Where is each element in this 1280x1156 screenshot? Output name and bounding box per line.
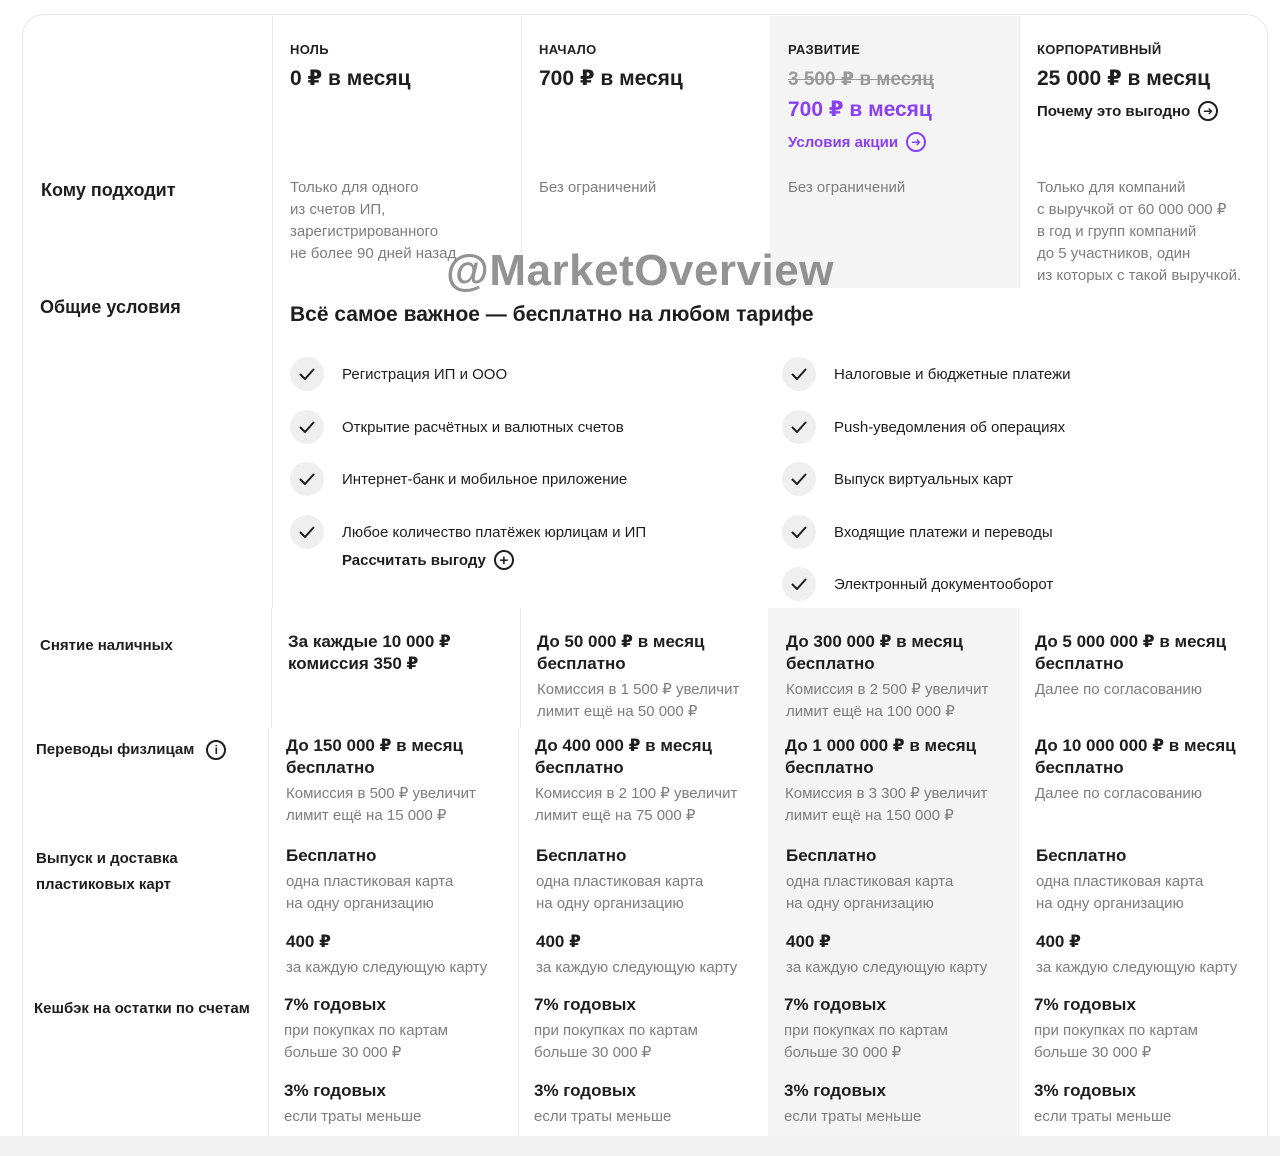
fits-line: из счетов ИП,	[290, 201, 386, 218]
cards-price: 400 ₽	[786, 932, 831, 951]
divider	[1019, 16, 1020, 288]
row-label-cards	[36, 846, 178, 898]
cards-note: за каждую следующую карту	[286, 959, 488, 976]
checkmark-icon	[782, 410, 816, 444]
cashback-rate: 7% годовых	[1034, 995, 1136, 1014]
checkmark-icon	[290, 357, 324, 391]
cashback-rate: 3% годовых	[784, 1081, 886, 1100]
cards-note: на одну организацию	[1036, 895, 1184, 912]
transfers-zero	[286, 735, 476, 827]
cashback-growth	[784, 994, 948, 1128]
fits-start: Без ограничений	[539, 179, 657, 196]
transfers-value: бесплатно	[535, 758, 624, 777]
checkmark-icon	[782, 357, 816, 391]
feature-label: Интернет-банк и мобильное приложение	[342, 470, 628, 488]
cashback-note: больше 30 000 ₽	[284, 1044, 402, 1061]
arrow-right-icon: ➜	[1198, 101, 1218, 121]
cash-note: Комиссия в 1 500 ₽ увеличит	[537, 681, 740, 698]
feature-label: Регистрация ИП и ООО	[342, 365, 508, 383]
row-label-transfers-text: Переводы физлицам	[36, 741, 195, 758]
divider	[1018, 728, 1019, 1136]
feature-item	[782, 410, 1065, 444]
cards-free: Бесплатно	[786, 846, 877, 865]
checkmark-icon	[290, 410, 324, 444]
plan-name-growth: РАЗВИТИЕ	[788, 42, 861, 57]
divider	[272, 288, 273, 608]
row-label-cash: Снятие наличных	[40, 637, 173, 654]
checkmark-icon	[290, 515, 324, 549]
checkmark-icon	[782, 462, 816, 496]
fits-line: до 5 участников, один	[1037, 245, 1191, 262]
cards-free: Бесплатно	[286, 846, 377, 865]
cashback-note: если траты меньше	[1034, 1108, 1172, 1125]
feature-item	[290, 410, 624, 444]
transfers-growth	[785, 735, 987, 827]
feature-label: Любое количество платёжек юрлицам и ИП	[342, 523, 647, 541]
fits-line: в год и групп компаний	[1037, 223, 1197, 240]
fits-corporate	[1037, 177, 1241, 287]
cash-start	[537, 631, 739, 723]
divider	[272, 16, 273, 288]
cards-note: за каждую следующую карту	[536, 959, 738, 976]
feature-label: Выпуск виртуальных карт	[834, 470, 1013, 488]
transfers-note: Комиссия в 500 ₽ увеличит	[286, 785, 476, 802]
fits-zero	[290, 177, 456, 265]
transfers-value: До 10 000 000 ₽ в месяц	[1035, 736, 1236, 755]
cash-value: комиссия 350 ₽	[288, 654, 419, 673]
cashback-note: если траты меньше	[284, 1108, 422, 1125]
cashback-note: больше 30 000 ₽	[534, 1044, 652, 1061]
cards-note: одна пластиковая карта	[1036, 873, 1204, 890]
feature-item	[782, 515, 1053, 549]
feature-item	[782, 462, 1013, 496]
cards-corporate	[1036, 845, 1237, 979]
transfers-value: До 1 000 000 ₽ в месяц	[785, 736, 977, 755]
fits-line: зарегистрированного	[290, 223, 439, 240]
cards-note: одна пластиковая карта	[786, 873, 954, 890]
cash-value: бесплатно	[1035, 654, 1124, 673]
checkmark-icon	[290, 462, 324, 496]
cash-value: До 5 000 000 ₽ в месяц	[1035, 632, 1227, 651]
row-label-general: Общие условия	[40, 297, 181, 317]
cards-note: одна пластиковая карта	[286, 873, 454, 890]
cards-note: на одну организацию	[786, 895, 934, 912]
cash-note: лимит ещё на 50 000 ₽	[537, 703, 698, 720]
cash-note: Комиссия в 2 500 ₽ увеличит	[786, 681, 989, 698]
cash-value: бесплатно	[786, 654, 875, 673]
cards-free: Бесплатно	[1036, 846, 1127, 865]
fits-line: Только для компаний	[1037, 179, 1186, 196]
why-profitable-label: Почему это выгодно	[1037, 102, 1191, 120]
cash-value: бесплатно	[537, 654, 626, 673]
feature-label: Налоговые и бюджетные платежи	[834, 365, 1071, 383]
divider	[271, 608, 272, 728]
cash-note: Далее по согласованию	[1035, 681, 1203, 698]
cashback-note: при покупках по картам	[784, 1022, 948, 1039]
fits-line: из которых с такой выручкой.	[1037, 267, 1242, 284]
feature-item	[782, 357, 1071, 391]
transfers-value: бесплатно	[1035, 758, 1124, 777]
checkmark-icon	[782, 567, 816, 601]
plan-name-corporate: КОРПОРАТИВНЫЙ	[1037, 42, 1162, 57]
transfers-value: бесплатно	[785, 758, 874, 777]
cards-price: 400 ₽	[536, 932, 581, 951]
plan-price-start: 700 ₽ в месяц	[539, 67, 683, 90]
feature-item	[290, 357, 507, 391]
cashback-note: при покупках по картам	[1034, 1022, 1198, 1039]
transfers-note: Комиссия в 2 100 ₽ увеличит	[535, 785, 738, 802]
feature-label: Входящие платежи и переводы	[834, 523, 1053, 541]
transfers-note: Далее по согласованию	[1035, 785, 1203, 802]
info-icon[interactable]: i	[206, 740, 226, 760]
transfers-note: лимит ещё на 75 000 ₽	[535, 807, 696, 824]
plus-circle-icon: +	[494, 550, 514, 570]
cards-start	[536, 845, 737, 979]
fits-growth: Без ограничений	[788, 179, 906, 196]
transfers-corporate	[1035, 735, 1236, 805]
calculate-benefit-link[interactable]	[342, 550, 514, 570]
feature-label: Push-уведомления об операциях	[834, 418, 1066, 436]
row-label-line: пластиковых карт	[36, 876, 172, 893]
transfers-value: До 400 000 ₽ в месяц	[535, 736, 712, 755]
cards-note: на одну организацию	[536, 895, 684, 912]
cards-price: 400 ₽	[286, 932, 331, 951]
checkmark-icon	[782, 515, 816, 549]
cashback-rate: 7% годовых	[534, 995, 636, 1014]
bottom-edge	[0, 1136, 1280, 1156]
arrow-right-icon: ➜	[906, 132, 926, 152]
feature-item	[290, 462, 627, 496]
cashback-start	[534, 994, 698, 1128]
row-label-cashback: Кешбэк на остатки по счетам	[34, 1000, 250, 1017]
transfers-note: лимит ещё на 15 000 ₽	[286, 807, 447, 824]
cashback-zero	[284, 994, 448, 1128]
cashback-rate: 7% годовых	[784, 995, 886, 1014]
cards-note: за каждую следующую карту	[786, 959, 988, 976]
plan-price-new-growth: 700 ₽ в месяц	[788, 98, 932, 121]
transfers-value: бесплатно	[286, 758, 375, 777]
transfers-note: лимит ещё на 150 000 ₽	[785, 807, 954, 824]
cashback-note: больше 30 000 ₽	[1034, 1044, 1152, 1061]
cash-corporate	[1035, 631, 1226, 701]
fits-line: с выручкой от 60 000 000 ₽	[1037, 201, 1227, 218]
cards-zero	[286, 845, 487, 979]
cards-note: одна пластиковая карта	[536, 873, 704, 890]
cash-growth	[786, 631, 988, 723]
plan-price-old-growth: 3 500 ₽ в месяц	[788, 69, 934, 90]
feature-item	[290, 515, 646, 549]
plan-price-corporate: 25 000 ₽ в месяц	[1037, 67, 1211, 90]
cards-price: 400 ₽	[1036, 932, 1081, 951]
plan-price-zero: 0 ₽ в месяц	[290, 67, 411, 90]
divider	[1018, 608, 1019, 728]
cashback-rate: 3% годовых	[1034, 1081, 1136, 1100]
watermark: @MarketOverview	[446, 246, 834, 295]
cards-note: на одну организацию	[286, 895, 434, 912]
transfers-start	[535, 735, 737, 827]
cards-free: Бесплатно	[536, 846, 627, 865]
cashback-note: если траты меньше	[784, 1108, 922, 1125]
row-label-line: Выпуск и доставка	[36, 850, 178, 867]
general-title: Всё самое важное — бесплатно на любом тарифе	[290, 303, 814, 326]
cashback-corporate	[1034, 994, 1198, 1128]
cards-note: за каждую следующую карту	[1036, 959, 1238, 976]
divider	[520, 608, 521, 728]
why-profitable-link[interactable]	[1037, 101, 1218, 121]
cashback-rate: 7% годовых	[284, 995, 386, 1014]
cashback-note: при покупках по картам	[284, 1022, 448, 1039]
cashback-note: при покупках по картам	[534, 1022, 698, 1039]
promo-terms-label: Условия акции	[788, 133, 899, 151]
feature-label: Электронный документооборот	[834, 575, 1054, 593]
row-label-fits: Кому подходит	[41, 180, 176, 200]
feature-item	[782, 567, 1053, 601]
cashback-note: больше 30 000 ₽	[784, 1044, 902, 1061]
cash-zero	[288, 631, 451, 675]
fits-line: не более 90 дней назад	[290, 245, 457, 262]
cash-value: До 300 000 ₽ в месяц	[786, 632, 963, 651]
promo-terms-link[interactable]	[788, 132, 926, 152]
cash-value: За каждые 10 000 ₽	[288, 632, 451, 651]
transfers-value: До 150 000 ₽ в месяц	[286, 736, 463, 755]
transfers-note: Комиссия в 3 300 ₽ увеличит	[785, 785, 988, 802]
cards-growth	[786, 845, 987, 979]
cashback-rate: 3% годовых	[534, 1081, 636, 1100]
calculate-benefit-label: Рассчитать выгоду	[342, 551, 486, 569]
divider	[518, 728, 519, 1136]
divider	[268, 728, 269, 1136]
cash-value: До 50 000 ₽ в месяц	[537, 632, 705, 651]
cash-note: лимит ещё на 100 000 ₽	[786, 703, 955, 720]
fits-line: Только для одного	[290, 179, 419, 196]
row-label-transfers	[36, 737, 226, 763]
feature-label: Открытие расчётных и валютных счетов	[342, 418, 624, 436]
plan-name-zero: НОЛЬ	[290, 42, 329, 57]
cashback-note: если траты меньше	[534, 1108, 672, 1125]
cashback-rate: 3% годовых	[284, 1081, 386, 1100]
plan-name-start: НАЧАЛО	[539, 42, 597, 57]
